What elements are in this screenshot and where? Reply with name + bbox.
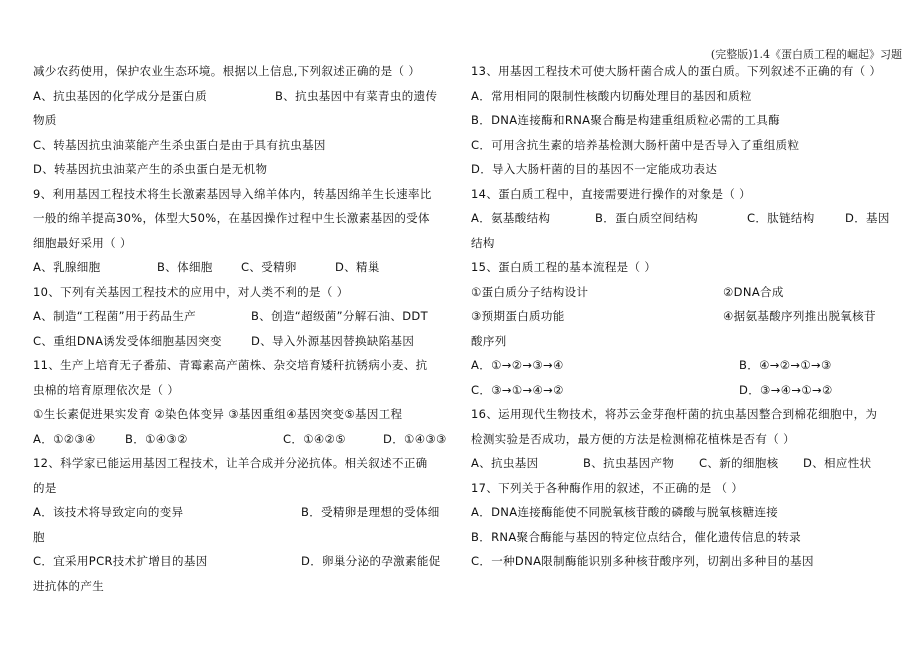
q12-stem-line1: 12、科学家已能运用基因工程技术，让羊合成并分泌抗体。相关叙述不正确 [33,456,428,470]
q12-option-c: C．宜采用PCR技术扩增目的基因 [33,554,208,568]
q10-option-c: C、重组DNA诱发受体细胞基因突变 [33,333,222,348]
q15-option-b: B．④→②→①→③ [739,358,832,372]
q12-options-cd [33,549,458,574]
q11-options [33,427,458,452]
q15-step-3: ③预期蛋白质功能 [471,309,565,323]
q11-stem-line2: 虫棉的培育原理依次是（ ） [33,382,180,397]
q13-option-c: C．可用含抗生素的培养基检测大肠杆菌中是否导入了重组质粒 [471,137,800,152]
q9-option-b: B、体细胞 [157,260,213,274]
q9-option-d: D、精巢 [335,260,380,274]
q16-stem-line2: 检测实验是否成功，最方便的方法是检测棉花植株是否有（ ） [471,431,795,446]
right-column [471,59,901,574]
q11-option-c: C．①④②⑤ [283,431,346,446]
q8-options-ab [33,84,458,109]
q12-stem-line2: 的是 [33,480,57,495]
q15-option-a: A．①→②→③→④ [471,358,564,372]
q12-option-b-cont: 胞 [33,529,45,544]
q14-option-b: B．蛋白质空间结构 [595,211,699,225]
q14-stem: 14、蛋白质工程中，直接需要进行操作的对象是（ ） [471,186,752,201]
q15-stem: 15、蛋白质工程的基本流程是（ ） [471,260,657,274]
q10-options-cd [33,329,458,354]
q16-option-b: B、抗虫基因产物 [583,456,675,470]
q11-option-a: A．①②③④ [33,431,96,446]
q10-options-ab [33,304,458,329]
q16-option-c: C、新的细胞核 [699,456,779,470]
q15-option-d: D．③→④→①→② [739,382,833,397]
q17-option-b: B．RNA聚合酶能与基因的特定位点结合，催化遗传信息的转录 [471,529,801,544]
q15-step-1: ①蛋白质分子结构设计 [471,284,589,299]
q12-option-d-cont: 进抗体的产生 [33,578,105,593]
left-column [33,59,458,598]
q9-stem-line3: 细胞最好采用（ ） [33,235,132,250]
q11-option-b: B．①④③② [125,431,188,446]
q9-option-a: A、乳腺细胞 [33,260,101,274]
q8-option-d: D、转基因抗虫油菜产生的杀虫蛋白是无机物 [33,162,268,176]
q15-step-4-cont: 酸序列 [471,333,507,348]
q12-option-a: A．该技术将导致定向的变异 [33,505,184,519]
page-header: (完整版)1.4《蛋白质工程的崛起》习题 [710,48,902,61]
q10-option-a: A、制造“工程菌”用于药品生产 [33,309,197,323]
q11-stem-line1: 11、生产上培育无子番茄、青霉素高产菌株、杂交培育矮秆抗锈病小麦、抗 [33,358,428,372]
q14-option-d-cont: 结构 [471,235,495,250]
q11-option-d: D．①④③③ [383,431,447,446]
q15-options-ab [471,353,901,378]
q15-step-2: ②DNA合成 [723,284,784,299]
q13-stem: 13、用基因工程技术可使大肠杆菌合成人的蛋白质。下列叙述不正确的有（ ） [471,64,882,78]
q8-option-a: A、抗虫基因的化学成分是蛋白质 [33,88,208,103]
q9-options [33,255,458,280]
q15-options-cd [471,378,901,403]
q17-stem: 17、下列关于各种酶作用的叙述，不正确的是 （ ） [471,480,744,495]
q9-stem-line1: 9、利用基因工程技术将生长激素基因导入绵羊体内，转基因绵羊生长速率比 [33,186,432,201]
q12-option-b: B．受精卵是理想的受体细 [301,505,440,519]
q11-statement-list: ①生长素促进果实发育 ②染色体变异 ③基因重组④基因突变⑤基因工程 [33,407,403,421]
q15-steps-12 [471,280,901,305]
q8-option-b-cont: 物质 [33,113,57,127]
q16-stem-line1: 16、运用现代生物技术，将苏云金芽孢杆菌的抗虫基因整合到棉花细胞中，为 [471,407,878,421]
q13-option-a: A．常用相同的限制性核酸内切酶处理目的基因和质粒 [471,88,752,103]
q13-option-b: B．DNA连接酶和RNA聚合酶是构建重组质粒必需的工具酶 [471,113,780,127]
q10-option-d: D、导入外源基因替换缺陷基因 [251,333,415,348]
q17-option-a: A．DNA连接酶能使不同脱氧核苷酸的磷酸与脱氧核糖连接 [471,505,779,519]
q9-option-c: C、受精卵 [241,260,297,274]
q12-option-d: D．卵巢分泌的孕激素能促 [301,554,441,568]
q8-stem-tail: 减少农药使用，保护农业生态环境。根据以上信息,下列叙述正确的是（ ） [33,64,421,78]
q12-options-ab [33,500,458,525]
q16-option-a: A、抗虫基因 [471,456,539,470]
q8-option-b: B、抗虫基因中有菜青虫的遗传 [275,88,438,103]
q17-option-c: C．一种DNA限制酶能识别多种核苷酸序列，切割出多种目的基因 [471,554,814,568]
q10-option-b: B、创造“超级菌”分解石油、DDT [251,309,428,323]
q15-steps-34 [471,304,901,329]
q10-stem: 10、下列有关基因工程技术的应用中，对人类不利的是（ ） [33,284,349,299]
q16-options [471,451,901,476]
q15-option-c: C．③→①→④→② [471,382,564,397]
q8-option-c: C、转基因抗虫油菜能产生杀虫蛋白是由于具有抗虫基因 [33,137,326,152]
q14-option-a: A．氨基酸结构 [471,211,551,225]
q15-step-4: ④据氨基酸序列推出脱氧核苷 [723,309,876,323]
q14-option-c: C．肽链结构 [747,211,815,225]
q16-option-d: D、相应性状 [803,456,872,470]
q9-stem-line2: 一般的绵羊提高30%，体型大50%，在基因操作过程中生长激素基因的受体 [33,211,430,225]
q14-options [471,206,901,231]
q14-option-d: D．基因 [845,211,890,225]
q13-option-d: D．导入大肠杆菌的目的基因不一定能成功表达 [471,162,718,176]
